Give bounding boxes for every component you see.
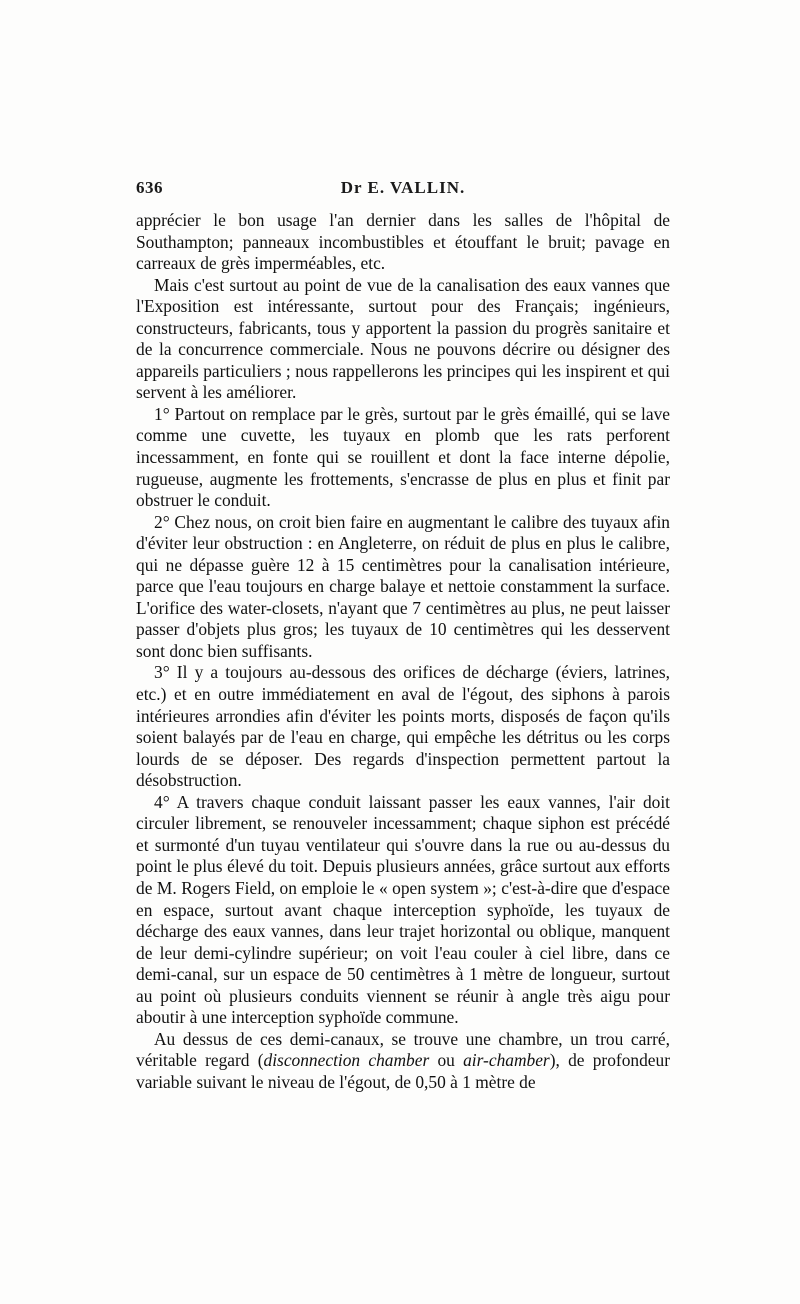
last-paragraph-text-middle: ou — [429, 1050, 464, 1071]
last-paragraph-text-end: ), de profondeur variable suivant le niveau de l'égout, de 0,50 à 1 mètre de — [136, 1050, 671, 1092]
paragraph-point-3: 3° Il y a toujours au-dessous des orifices de décharge (éviers, latrines, etc.) et en outre immédiatement en aval de l'égout, des siphons à parois intérieures arrondies afin d'éviter les points morts, disposés de façon qu'ils soient balayés par de l'eau en charge, qui empêche les détritus ou les corps lourds de se déposer. Des regards d'inspection permettent partout la désobstruction. — [136, 662, 670, 791]
paragraph-point-4: 4° A travers chaque conduit laissant passer les eaux vannes, l'air doit circuler librement, se renouveler incessamment; chaque siphon est précédé et surmonté d'un tuyau ventilateur qui s'ouvre dans la rue ou au-dessus du point le plus élevé du toit. Depuis plusieurs années, grâce surtout aux efforts de M. Rogers Field, on emploie le « open system »; c'est-à-dire que d'espace en espace, surtout avant chaque interception syphoïde, les tuyaux de décharge des eaux vannes, dans leur trajet horizontal ou oblique, manquent de leur demi-cylindre supérieur; on voit l'eau couler à ciel libre, dans ce demi-canal, sur un espace de 50 centimètres à 1 mètre de longueur, surtout au point où plusieurs conduits viennent se réunir à angle très aigu pour aboutir à une interception syphoïde commune. — [136, 791, 670, 1028]
paragraph-canalisation: Mais c'est surtout au point de vue de la canalisation des eaux vannes que l'Exposition est intéressante, surtout pour des Français; ingénieurs, constructeurs, fabricants, tous y apportent la passion du progrès sanitaire et de la concurrence commerciale. Nous ne pouvons décrire ou désigner des appareils particuliers ; nous rappellerons les principes qui les inspirent et qui servent à les améliorer. — [136, 274, 670, 403]
paragraph-disconnection-chamber — [136, 1029, 670, 1094]
paragraph-continuation: apprécier le bon usage l'an dernier dans les salles de l'hôpital de Southampton; panneaux incombustibles et étouffant le bruit; pavage en carreaux de grès imperméables, etc. — [136, 210, 670, 274]
last-paragraph-text-start: Au dessus de ces demi-canaux, se trouve une chambre, un trou carré, véritable regard ( — [136, 1028, 670, 1071]
paragraph-point-1: 1° Partout on remplace par le grès, surtout par le grès émaillé, qui se lave comme une cuvette, les tuyaux en plomb que les rats perforent incessamment, en fonte qui se rouillent et dont la face interne dépolie, rugueuse, augmente les frottements, s'encrasse de plus en plus et finit par obstruer le conduit. — [136, 403, 670, 511]
running-title: Dr E. VALLIN. — [340, 178, 466, 197]
paragraph-point-2: 2° Chez nous, on croit bien faire en augmentant le calibre des tuyaux afin d'éviter leur obstruction : en Angleterre, on réduit de plus en plus le calibre, qui ne dépasse guère 12 à 15 centimètres pour la canalisation intérieure, parce que l'eau toujours en charge balaye et nettoie constamment la surface. L'orifice des water-closets, n'ayant que 7 centimètres au plus, ne peut laisser passer d'objets plus gros; les tuyaux de 10 centimètres qui les desservent sont donc bien suffisants. — [136, 511, 670, 661]
term-air-chamber: air-chamber — [463, 1050, 550, 1071]
page-header — [136, 178, 670, 200]
term-disconnection-chamber: disconnection chamber — [263, 1050, 430, 1071]
page-number: 636 — [136, 178, 163, 197]
body-text — [136, 210, 670, 1093]
